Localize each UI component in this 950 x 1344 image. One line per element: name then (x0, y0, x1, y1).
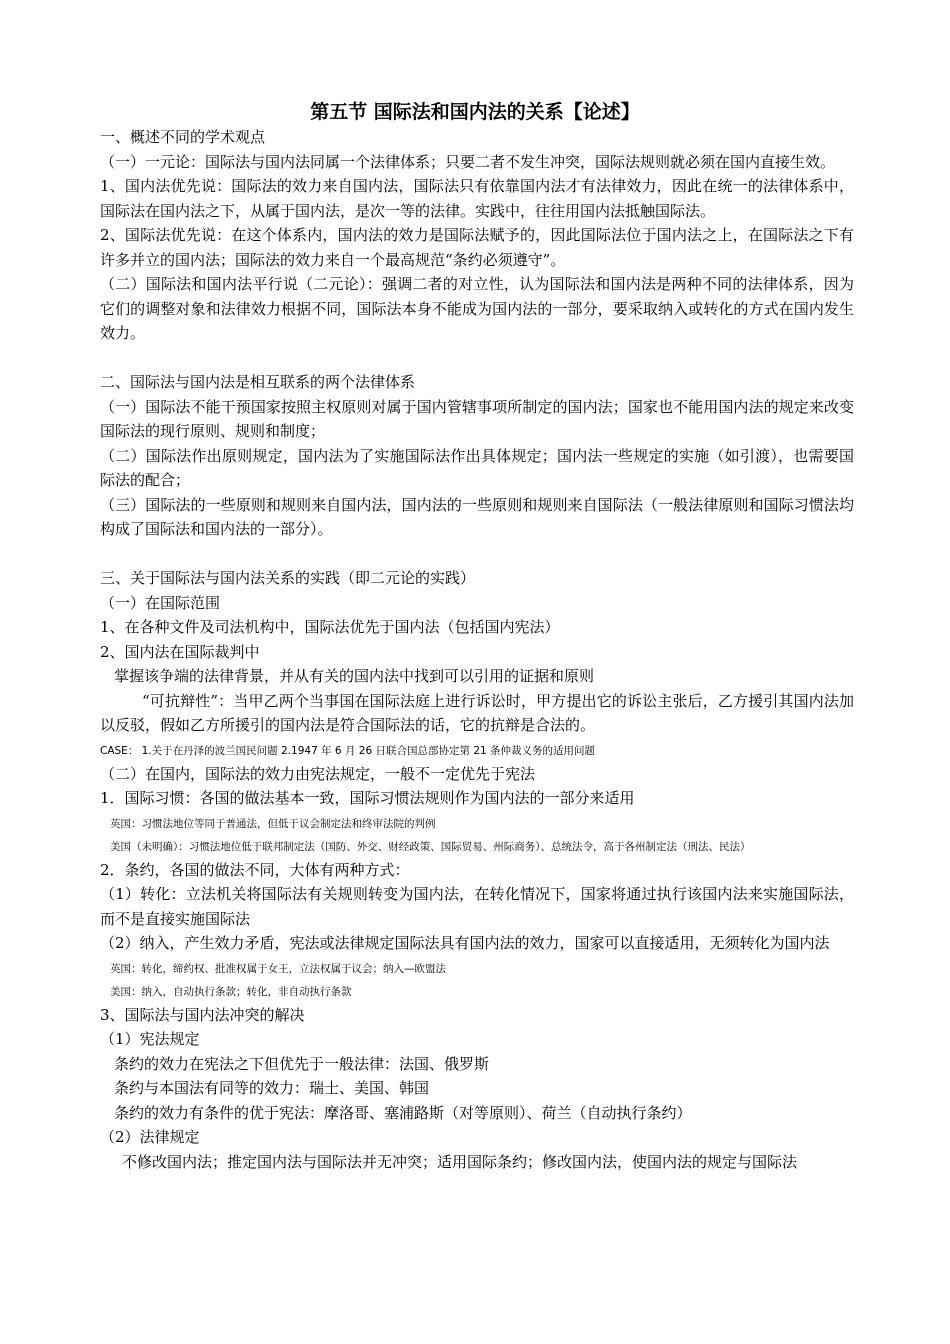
paragraph: 1、在各种文件及司法机构中，国际法优先于国内法（包括国内宪法） (100, 618, 560, 636)
paragraph: （1）转化：立法机关将国际法有关规则转变为国内法，在转化情况下，国家将通过执行该国内法来实施国际法，而不是直接实施国际法 (100, 885, 854, 928)
note-uk: 英国：转化，缔约权、批准权属于女王，立法权属于议会；纳入—欧盟法 (110, 962, 446, 975)
paragraph: 2、国际法优先说：在这个体系内，国内法的效力是国际法赋予的，因此国际法位于国内法之上，在国际法之下有许多并立的国内法；国际法的效力来自一个最高规范“条约必须遵守”。 (100, 226, 854, 269)
paragraph: （1）宪法规定 (100, 1030, 200, 1048)
section-heading: 一、概述不同的学术观点 (100, 128, 266, 146)
paragraph: （二）在国内，国际法的效力由宪法规定，一般不一定优先于宪法 (100, 764, 536, 783)
note-us: 美国（未明确）：习惯法地位低于联邦制定法（国防、外交、财经政策、国际贸易、州际商务）、总统法令，高于各州制定法（刑法、民法） (110, 840, 751, 853)
paragraph: 条约的效力有条件的优于宪法：摩洛哥、塞浦路斯（对等原则）、荷兰（自动执行条约） (114, 1103, 692, 1122)
paragraph: 2、国内法在国际裁判中 (100, 642, 260, 661)
paragraph: “可抗辩性”：当甲乙两个当事国在国际法庭上进行诉讼时，甲方提出它的诉讼主张后，乙方援引其国内法加以反驳，假如乙方所援引的国内法是符合国际法的话，它的抗辩是合法的。 (100, 691, 854, 734)
paragraph: 1．国际习惯：各国的做法基本一致，国际习惯法规则作为国内法的一部分来适用 (100, 789, 635, 807)
paragraph: 不修改国内法；推定国内法与国际法并无冲突；适用国际条约；修改国内法，使国内法的规定与国际法 (122, 1152, 798, 1171)
blank-line (100, 542, 854, 567)
paragraph: （三）国际法的一些原则和规则来自国内法，国内法的一些原则和规则来自国际法（一般法律原则和国际习惯法均构成了国际法和国内法的一部分）。 (100, 495, 854, 538)
paragraph: （二）国际法和国内法平行说（二元论）：强调二者的对立性，认为国际法和国内法是两种不同的法律体系，因为它们的调整对象和法律效力根据不同，国际法本身不能成为国内法的一部分，要采取纳入或转化的方式在国内发生效力。 (100, 275, 854, 342)
paragraph: 掌握该争端的法律背景，并从有关的国内法中找到可以引用的证据和原则 (114, 667, 595, 685)
paragraph: 条约的效力在宪法之下但优先于一般法律：法国、俄罗斯 (114, 1054, 490, 1073)
blank-line (100, 346, 854, 371)
paragraph: （一）国际法不能干预国家按照主权原则对属于国内管辖事项所制定的国内法；国家也不能用国内法的规定来改变国际法的现行原则、规则和制度； (100, 397, 854, 440)
document-body (100, 125, 854, 1174)
section-heading: 三、关于国际法与国内法关系的实践（即二元论的实践） (100, 569, 476, 587)
paragraph: （二）国际法作出原则规定，国内法为了实施国际法作出具体规定；国内法一些规定的实施（如引渡），也需要国际法的配合； (100, 446, 854, 489)
note-us: 美国：纳入，自动执行条款；转化，非自动执行条款 (110, 985, 352, 998)
paragraph: （2）纳入，产生效力矛盾，宪法或法律规定国际法具有国内法的效力，国家可以直接适用，无须转化为国内法 (100, 934, 830, 952)
section-heading: 二、国际法与国内法是相互联系的两个法律体系 (100, 373, 416, 391)
case-note: CASE： 1.关于在丹泽的波兰国民问题 2.1947 年 6 月 26 日联合国总部协定第 21 条仲裁义务的适用问题 (100, 744, 596, 757)
page-title: 第五节 国际法和国内法的关系【论述】 (310, 101, 640, 123)
paragraph: （一）一元论：国际法与国内法同属一个法律体系；只要二者不发生冲突，国际法规则就必须在国内直接生效。 (100, 152, 836, 171)
paragraph: 2．条约，各国的做法不同，大体有两种方式： (100, 860, 410, 879)
paragraph: 3、国际法与国内法冲突的解决 (100, 1005, 305, 1024)
note-uk: 英国：习惯法地位等同于普通法，但低于议会制定法和终审法院的判例 (110, 817, 436, 830)
paragraph: （2）法律规定 (100, 1128, 200, 1146)
paragraph: 1、国内法优先说：国际法的效力来自国内法，国际法只有依靠国内法才有法律效力，因此在统一的法律体系中，国际法在国内法之下，从属于国内法，是次一等的法律。实践中，往往用国内法抵触国际法。 (100, 177, 854, 220)
paragraph: 条约与本国法有同等的效力：瑞士、美国、韩国 (114, 1079, 430, 1097)
paragraph: （一）在国际范围 (100, 593, 221, 612)
